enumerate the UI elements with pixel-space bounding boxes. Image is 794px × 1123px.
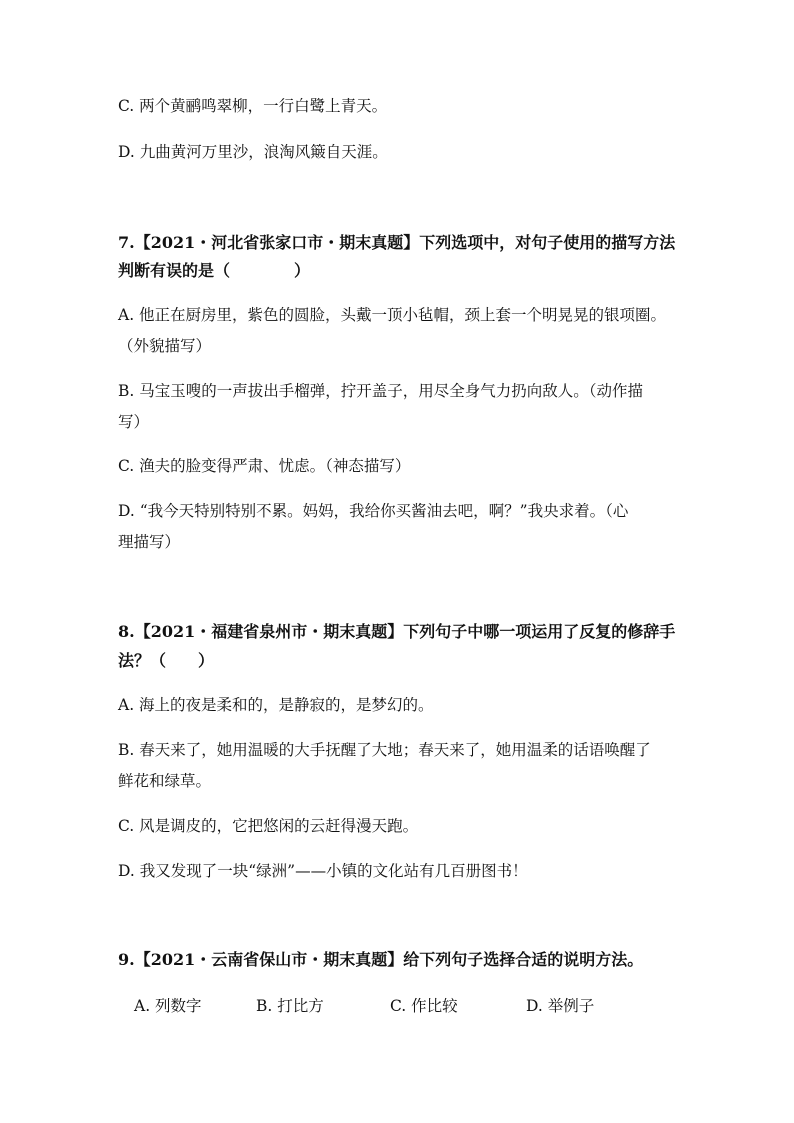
q7-option-c: C. 渔夫的脸变得严肃、忧虑。（神态描写） xyxy=(118,457,411,475)
q8-option-b-cont: 鲜花和绿草。 xyxy=(118,772,212,790)
q7-stem-line2: 判断有误的是（ ） xyxy=(118,261,311,280)
q8-option-c: C. 风是调皮的，它把悠闲的云赶得漫天跑。 xyxy=(118,817,419,835)
q6-option-c: C. 两个黄鹂鸣翠柳，一行白鹭上青天。 xyxy=(118,97,388,115)
q7-option-d-note: 理描写） xyxy=(118,533,181,551)
q9-option-a: A. 列数字 xyxy=(134,997,202,1015)
q7-option-b: B. 马宝玉嗖的一声拔出手榴弹，拧开盖子，用尽全身气力扔向敌人。（动作描 xyxy=(118,382,643,400)
q7-option-a: A. 他正在厨房里，紫色的圆脸，头戴一顶小毡帽，颈上套一个明晃晃的银项圈。 xyxy=(118,306,667,324)
q7-option-a-note: （外貌描写） xyxy=(118,337,212,355)
q9-option-c: C. 作比较 xyxy=(390,997,458,1015)
q6-option-d: D. 九曲黄河万里沙，浪淘风簸自天涯。 xyxy=(118,143,388,161)
q8-stem-line1: 8.【2021・福建省泉州市・期末真题】下列句子中哪一项运用了反复的修辞手 xyxy=(118,622,676,641)
q8-option-a: A. 海上的夜是柔和的，是静寂的，是梦幻的。 xyxy=(118,696,434,714)
q8-stem-line2: 法？（ ） xyxy=(118,651,215,670)
q7-stem-line1: 7.【2021・河北省张家口市・期末真题】下列选项中，对句子使用的描写方法 xyxy=(118,233,676,252)
q9-stem: 9.【2021・云南省保山市・期末真题】给下列句子选择合适的说明方法。 xyxy=(118,950,644,969)
q8-option-d: D. 我又发现了一块“绿洲”——小镇的文化站有几百册图书！ xyxy=(118,862,528,880)
q7-option-b-note: 写） xyxy=(118,413,150,431)
q7-option-d: D. “我今天特别特别不累。妈妈，我给你买酱油去吧，啊？”我央求着。（心 xyxy=(118,502,629,520)
q8-option-b: B. 春天来了，她用温暖的大手抚醒了大地；春天来了，她用温柔的话语唤醒了 xyxy=(118,741,651,759)
q9-option-b: B. 打比方 xyxy=(256,997,324,1015)
q9-option-d: D. 举例子 xyxy=(526,997,595,1015)
